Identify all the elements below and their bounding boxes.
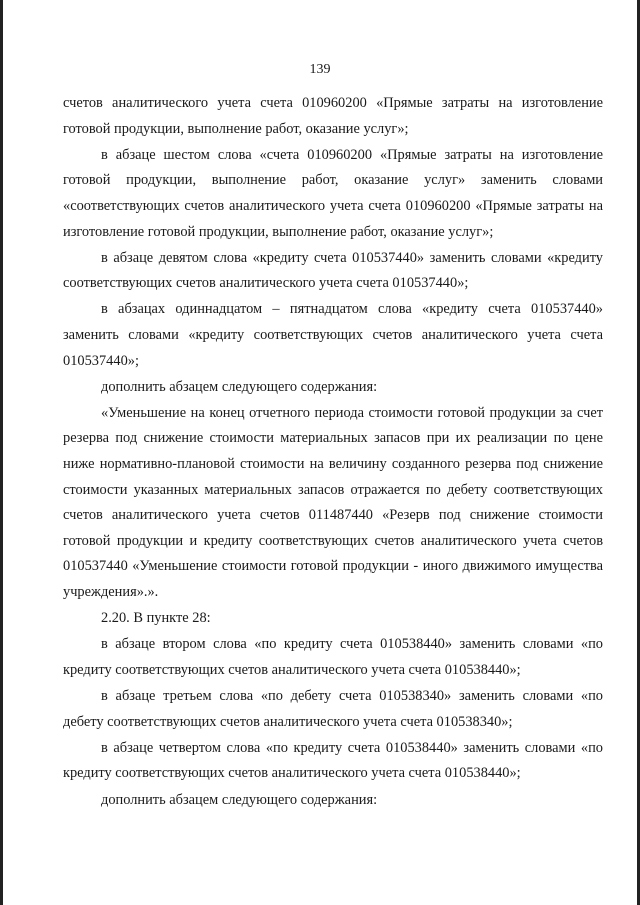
scan-edge-left	[0, 0, 3, 905]
section-heading: 2.20. В пункте 28:	[101, 610, 211, 627]
page-number: 139	[309, 62, 331, 77]
paragraph: в абзаце третьем слова «по дебету счета 010538340» заменить словами «по дебету соответствующих счетов аналитического учета счета 010538340»;	[63, 688, 603, 730]
paragraph-continuation: счетов аналитического учета счета 010960200 «Прямые затраты на изготовление готовой продукции, выполнение работ, оказание услуг»;	[63, 95, 603, 137]
paragraph: в абзаце четвертом слова «по кредиту счета 010538440» заменить словами «по кредиту соответствующих счетов аналитического учета счета 010538440»;	[63, 739, 603, 782]
paragraph: в абзаце втором слова «по кредиту счета 010538440» заменить словами «по кредиту соответствующих счетов аналитического учета счета 010538440»;	[63, 636, 603, 678]
paragraph: дополнить абзацем следующего содержания:	[101, 791, 378, 808]
paragraph: в абзаце шестом слова «счета 010960200 «Прямые затраты на изготовление готовой продукции, выполнение работ, оказание услуг» заменить словами «соответствующих счетов аналитического учета счета 010960200 «Прямые затраты на изготовление готовой продукции, выполнение работ, оказание услуг»;	[63, 146, 603, 240]
paragraph-quote: «Уменьшение на конец отчетного периода стоимости готовой продукции за счет резерва под снижение стоимости материальных запасов при их реализации по цене ниже нормативно-плановой стоимости на величину созданного резерва под снижение стоимости указанных материальных запасов отражается по дебету соответствующих счетов аналитического учета счетов 011487440 «Резерв под снижение стоимости готовой продукции и кредиту соответствующих счетов аналитического учета счетов 010537440 «Уменьшение стоимости готовой продукции - иного движимого имущества учреждения».».	[63, 404, 603, 601]
document-body	[63, 91, 603, 814]
paragraph: в абзаце девятом слова «кредиту счета 010537440» заменить словами «кредиту соответствующих счетов аналитического учета счета 010537440»;	[63, 249, 603, 292]
paragraph: дополнить абзацем следующего содержания:	[101, 378, 378, 395]
paragraph: в абзацах одиннадцатом – пятнадцатом слова «кредиту счета 010537440» заменить словами «кредиту соответствующих счетов аналитического учета счета 010537440»;	[63, 301, 603, 369]
